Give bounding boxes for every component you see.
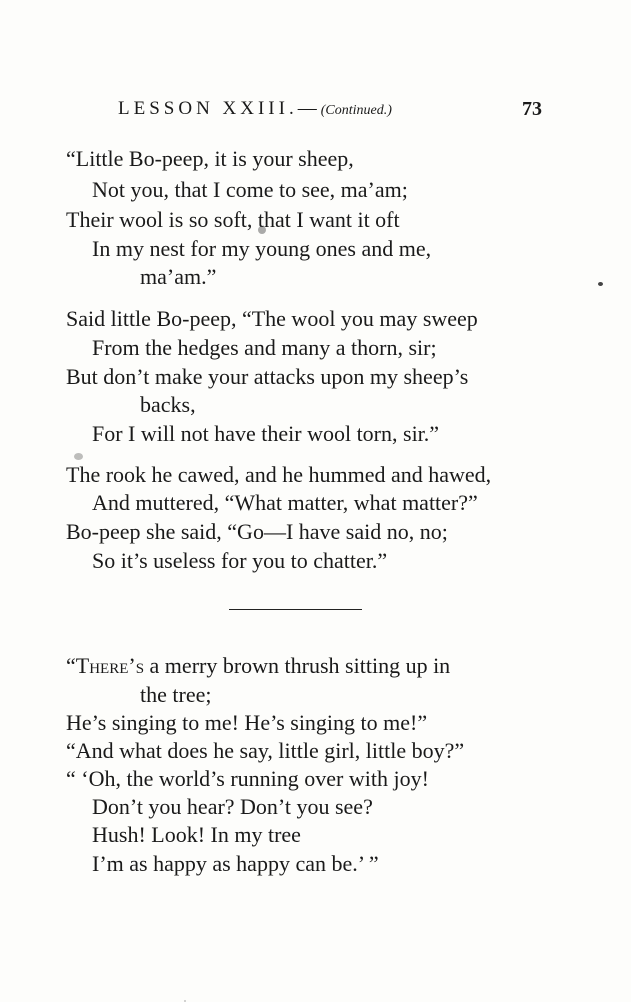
verse-line: For I will not have their wool torn, sir.” [92, 421, 440, 446]
verse-line-rest: a merry brown thrush sitting up in [144, 653, 451, 678]
verse-line: But don’t make your attacks upon my sheep’s [66, 364, 469, 389]
verse-line: ma’am.” [140, 264, 217, 289]
verse-line: Not you, that I come to see, ma’am; [92, 177, 408, 202]
verse-line: “Little Bo-peep, it is your sheep, [66, 146, 354, 171]
verse-line: the tree; [140, 682, 212, 707]
small-caps-opening-word: There’s [75, 653, 145, 678]
verse-line: He’s singing to me! He’s singing to me!” [66, 710, 428, 735]
verse-line: Bo-peep she said, “Go—I have said no, no; [66, 519, 448, 544]
verse-line: Their wool is so soft, that I want it oft [66, 207, 400, 232]
section-divider [229, 609, 362, 610]
page-header [0, 94, 631, 128]
verse-line: So it’s useless for you to chatter.” [92, 548, 388, 573]
verse-line: “ ‘Oh, the world’s running over with joy! [66, 766, 429, 791]
ink-smudge [74, 453, 83, 460]
verse-line: Said little Bo-peep, “The wool you may sweep [66, 306, 478, 331]
running-head-title: LESSON XXIII.— [118, 98, 321, 119]
page-number: 73 [522, 98, 542, 120]
verse-line: Hush! Look! In my tree [92, 822, 301, 847]
verse-line: backs, [140, 392, 196, 417]
verse-line: From the hedges and many a thorn, sir; [92, 335, 437, 360]
ink-smudge [258, 226, 266, 234]
verse-line: “And what does he say, little girl, little boy?” [66, 738, 465, 763]
verse-line: Don’t you hear? Don’t you see? [92, 794, 373, 819]
verse-line: And muttered, “What matter, what matter?” [92, 490, 478, 515]
ink-speck [598, 282, 603, 286]
verse-line: “There’s a merry brown thrush sitting up in [66, 653, 451, 678]
running-head-continued: (Continued.) [320, 103, 392, 118]
verse-line: The rook he cawed, and he hummed and hawed, [66, 462, 492, 487]
running-head [118, 98, 392, 120]
verse-line: In my nest for my young ones and me, [92, 236, 432, 261]
verse-line: I’m as happy as happy can be.’ ” [92, 851, 379, 876]
